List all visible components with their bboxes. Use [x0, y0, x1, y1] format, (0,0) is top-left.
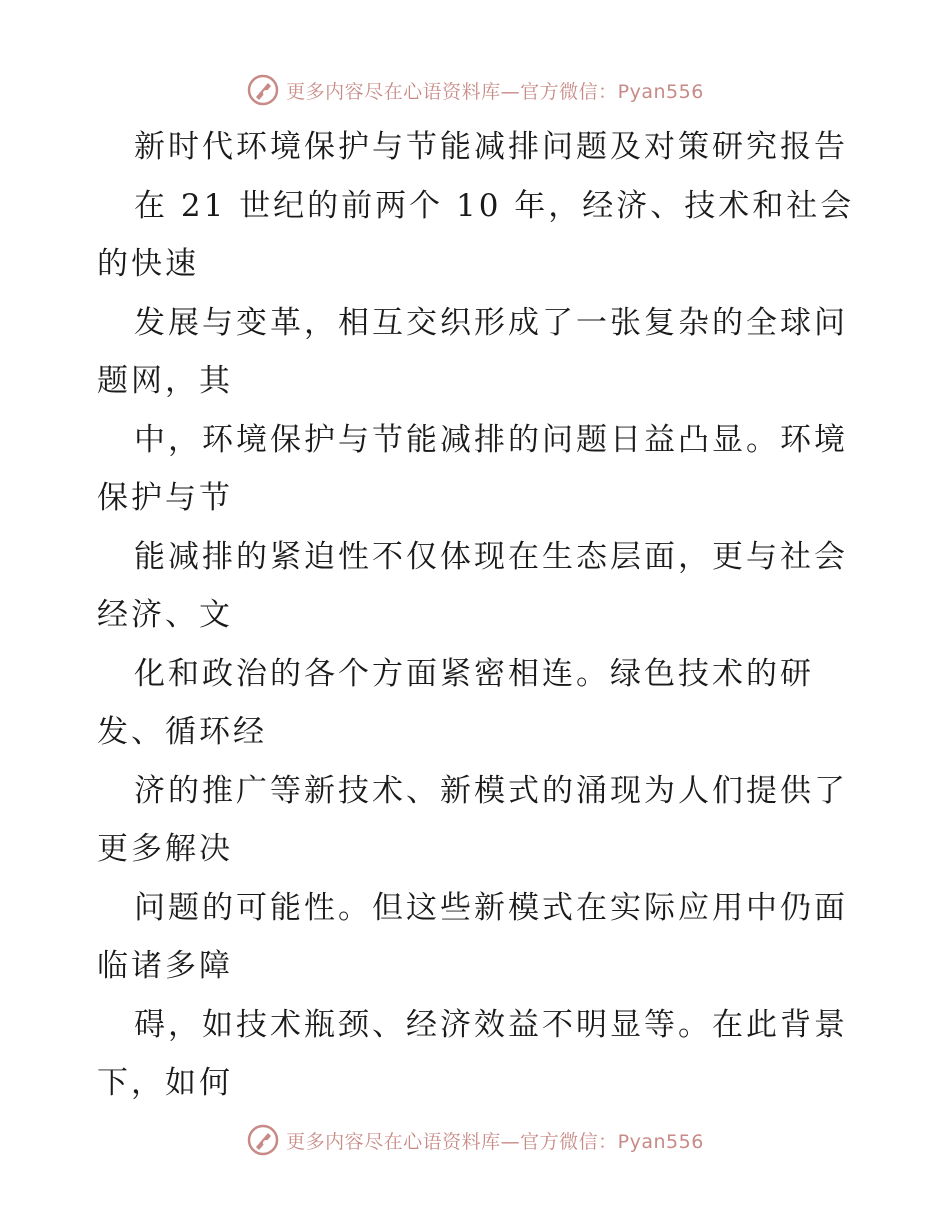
body-line: 能减排的紧迫性不仅体现在生态层面，更与社会 — [134, 539, 848, 575]
body-line: 碍，如技术瓶颈、经济效益不明显等。在此背景 — [134, 1007, 848, 1043]
body-line: 问题的可能性。但这些新模式在实际应用中仍面 — [134, 890, 848, 926]
document-title: 新时代环境保护与节能减排问题及对策研究报告 — [134, 129, 848, 165]
body-line: 下，如何 — [97, 1065, 233, 1101]
body-line: 的快速 — [97, 246, 199, 282]
body-line: 在 21 世纪的前两个 10 年，经济、技术和社会 — [134, 188, 855, 224]
body-line: 济的推广等新技术、新模式的涌现为人们提供了 — [134, 773, 848, 809]
body-line: 保护与节 — [97, 480, 233, 516]
body-line: 发、循环经 — [97, 714, 267, 750]
body-line: 中，环境保护与节能减排的问题日益凸显。环境 — [134, 422, 848, 458]
body-line: 化和政治的各个方面紧密相连。绿色技术的研 — [134, 656, 814, 692]
body-line: 临诸多障 — [97, 948, 233, 984]
footer-watermark — [0, 1120, 950, 1160]
body-line: 更多解决 — [97, 831, 233, 867]
header-watermark — [0, 70, 950, 110]
body-line: 题网，其 — [97, 363, 233, 399]
pen-logo-icon — [246, 1123, 280, 1157]
watermark-text: 更多内容尽在心语资料库—官方微信：Pyan556 — [286, 80, 704, 103]
body-line: 经济、文 — [97, 597, 233, 633]
pen-logo-icon — [246, 73, 280, 107]
body-line: 发展与变革，相互交织形成了一张复杂的全球问 — [134, 305, 848, 341]
watermark-text: 更多内容尽在心语资料库—官方微信：Pyan556 — [286, 1130, 704, 1153]
